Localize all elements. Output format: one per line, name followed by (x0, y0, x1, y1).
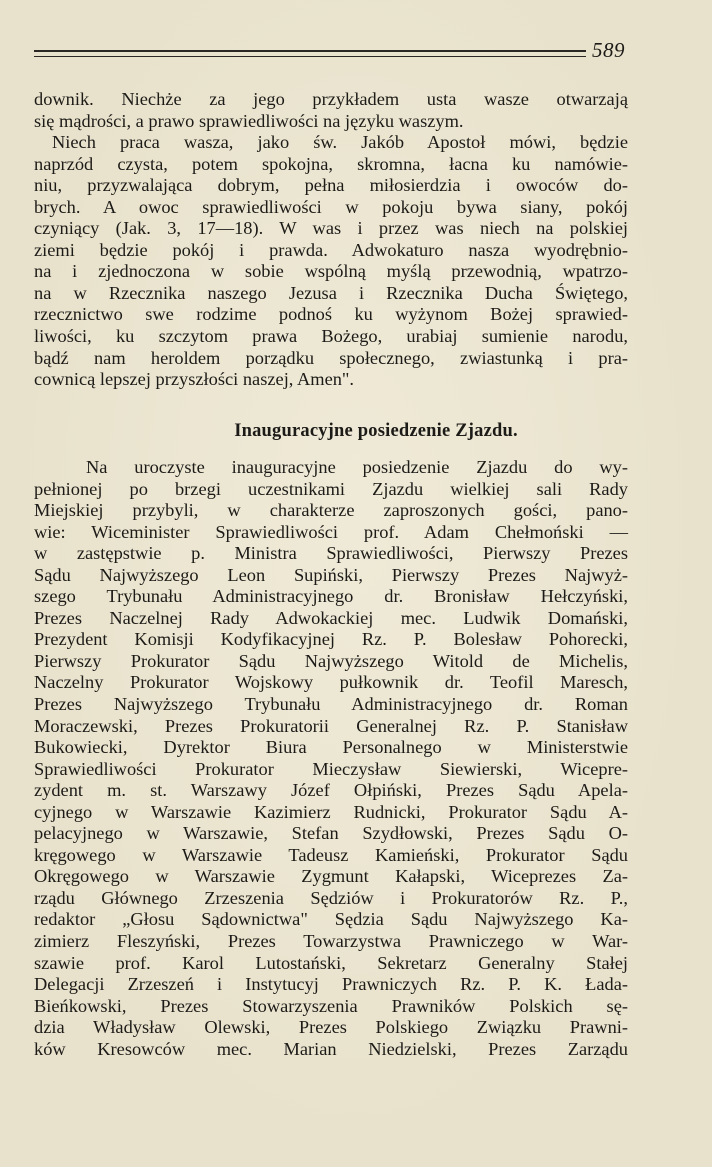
text-line: downik. Niechże za jego przykładem usta wasze otwarzają (34, 89, 628, 109)
header-rule (34, 50, 586, 59)
text-line: wie: Wiceminister Sprawiedliwości prof. Adam Chełmoński — (34, 521, 628, 542)
text-line: Prezes Naczelnej Rady Adwokackiej mec. Ludwik Domański, (34, 607, 628, 628)
text-line: kręgowego w Warszawie Tadeusz Kamieński, Prokurator Sądu (34, 844, 628, 865)
text-line: szawie prof. Karol Lutostański, Sekretarz Generalny Stałej (34, 952, 628, 973)
text-line: pelacyjnego w Warszawie, Stefan Szydłowski, Prezes Sądu O- (34, 823, 628, 844)
text-line: Bukowiecki, Dyrektor Biura Personalnego w Ministerstwie (34, 737, 628, 758)
text-line: się mądrości, a prawo sprawiedliwości na języku waszym. (34, 110, 464, 131)
text-line: Prezes Najwyższego Trybunału Administracyjnego dr. Roman (34, 694, 628, 715)
text-line: dzia Władysław Olewski, Prezes Polskiego Związku Prawni- (34, 1017, 628, 1038)
text-line: rzecznictwo swe rodzime podnoś ku wyżynom Bożej sprawied- (34, 304, 628, 325)
text-line: Okręgowego w Warszawie Zygmunt Kałapski, Wiceprezes Za- (34, 866, 628, 887)
text-line: naprzód czysta, potem spokojna, skromna, łacna ku namówie- (34, 153, 628, 174)
text-line: Niech praca wasza, jako św. Jakób Apostoł mówi, będzie (52, 132, 628, 153)
text-line: ków Kresowców mec. Marian Niedzielski, Prezes Zarządu (34, 1038, 628, 1059)
text-line: zimierz Fleszyński, Prezes Towarzystwa Prawniczego w War- (34, 931, 628, 952)
text-line: Bieńkowski, Prezes Stowarzyszenia Prawników Polskich sę- (34, 995, 628, 1016)
text-line: Sprawiedliwości Prokurator Mieczysław Siewierski, Wicepre- (34, 758, 628, 779)
text-line: zydent m. st. Warszawy Józef Ołpiński, Prezes Sądu Apela- (34, 780, 628, 801)
inaugural-session-paragraph (34, 457, 628, 1060)
text-line: Pierwszy Prokurator Sądu Najwyższego Witold de Michelis, (34, 650, 628, 671)
text-line: pełnionej po brzegi uczestnikami Zjazdu wielkiej sali Rady (34, 478, 628, 499)
text-line: na w Rzecznika naszego Jezusa i Rzecznika Ducha Świętego, (34, 282, 628, 303)
text-line: liwości, ku szczytom prawa Bożego, urabiaj sumienie narodu, (34, 326, 628, 347)
text-line: redaktor „Głosu Sądownictwa" Sędzia Sądu Najwyższego Ka- (34, 909, 628, 930)
text-line: Naczelny Prokurator Wojskowy pułkownik dr. Teofil Maresch, (34, 672, 628, 693)
text-line: ziemi będzie pokój i prawda. Adwokaturo nasza wyodrębnio- (34, 239, 628, 260)
text-line: szego Trybunału Administracyjnego dr. Bronisław Hełczyński, (34, 586, 628, 607)
text-line: na i zjednoczona w sobie wspólną myślą przewodnią, wpatrzo- (34, 261, 628, 282)
text-line: Miejskiej przybyli, w charakterze zaproszonych gości, pano- (34, 500, 628, 521)
text-line: Moraczewski, Prezes Prokuratorii Generalnej Rz. P. Stanisław (34, 715, 628, 736)
text-line: Prezydent Komisji Kodyfikacyjnej Rz. P. Bolesław Pohorecki, (34, 629, 628, 650)
text-line: rządu Głównego Zrzeszenia Sędziów i Prokuratorów Rz. P., (34, 887, 628, 908)
text-line: cyjnego w Warszawie Kazimierz Rudnicki, Prokurator Sądu A- (34, 801, 628, 822)
text-line: bądź nam heroldem porządku społecznego, zwiastunką i pra- (34, 347, 628, 368)
section-heading: Inauguracyjne posiedzenie Zjazdu. (234, 421, 518, 441)
text-line: Delegacji Zrzeszeń i Instytucyj Prawniczych Rz. P. K. Łada- (34, 974, 628, 995)
page-number: 589 (592, 38, 625, 62)
text-line: brych. A owoc sprawiedliwości w pokoju bywa siany, pokój (34, 196, 628, 217)
header-rule-thick (34, 50, 586, 52)
header-rule-thin (34, 56, 586, 57)
text-line: niu, przyzwalająca dobrym, pełna miłosierdzia i owoców do- (34, 175, 628, 196)
text-line: w zastępstwie p. Ministra Sprawiedliwości, Pierwszy Prezes (34, 543, 628, 564)
text-line: Sądu Najwyższego Leon Supiński, Pierwszy Prezes Najwyż- (34, 564, 628, 585)
text-line: Na uroczyste inauguracyjne posiedzenie Zjazdu do wy- (86, 457, 628, 477)
text-line: czyniący (Jak. 3, 17—18). W was i przez was niech na polskiej (34, 218, 628, 239)
text-line: cownicą lepszej przyszłości naszej, Amen". (34, 369, 355, 390)
closing-paragraph (34, 89, 628, 391)
